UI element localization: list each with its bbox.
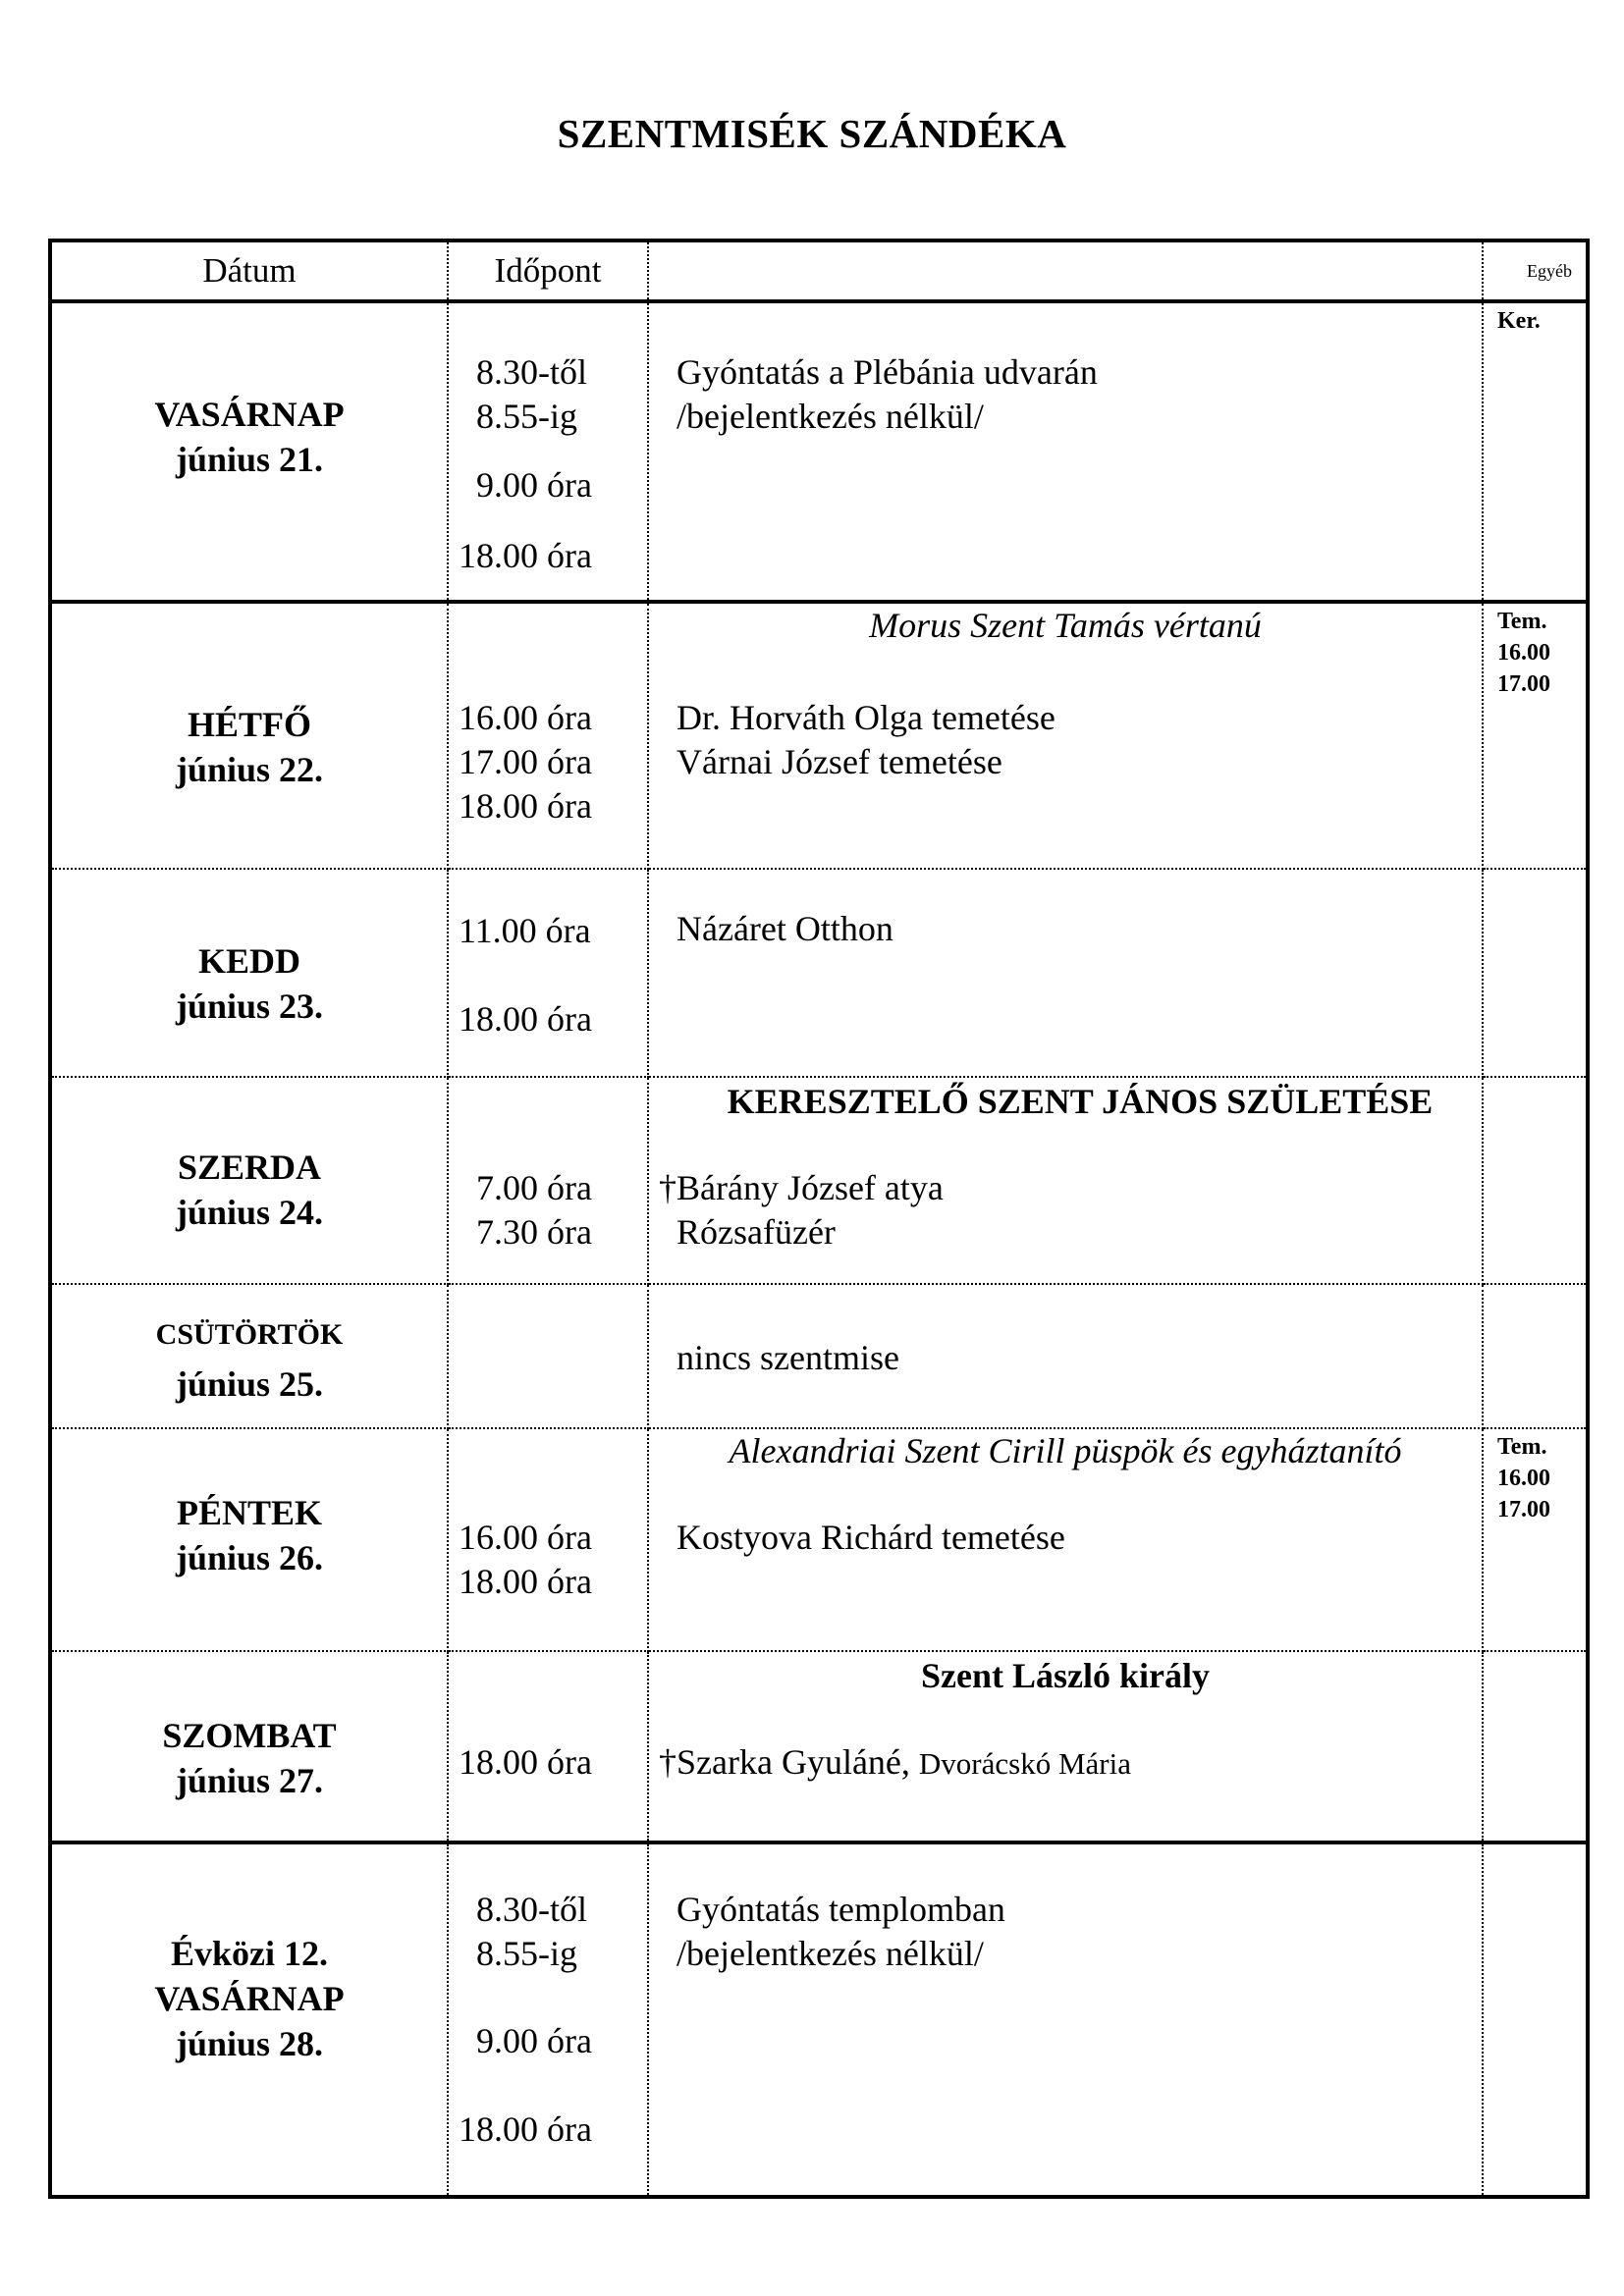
intention-cell — [648, 301, 1483, 602]
time: 9.00 óra — [476, 2021, 592, 2060]
egyeb-cell — [1483, 1284, 1588, 1428]
table-row — [50, 1842, 1588, 2197]
table-row — [50, 1077, 1588, 1284]
intention-line — [659, 1740, 1131, 1786]
table-row — [50, 1284, 1588, 1428]
day-name: VASÁRNAP — [154, 395, 345, 434]
header-egyeb: Egyéb — [1483, 240, 1588, 301]
day-name: PÉNTEK — [176, 1493, 323, 1532]
header-intention — [648, 240, 1483, 301]
date-cell — [50, 1428, 448, 1651]
time: 9.00 óra — [476, 465, 592, 505]
egyeb-cell — [1483, 1651, 1588, 1842]
intention-line: †Bárány József atya — [659, 1168, 944, 1207]
time: 16.00 óra — [459, 698, 592, 737]
time: 18.00 óra — [459, 1742, 592, 1782]
intention-cell — [648, 1651, 1483, 1842]
day-name: SZOMBAT — [162, 1716, 337, 1755]
day-date: június 21. — [175, 440, 324, 479]
intention-line: Gyóntatás templomban — [677, 1890, 1005, 1929]
time: 8.55-ig — [476, 397, 577, 436]
intention-name: †Szarka Gyuláné, — [659, 1742, 910, 1782]
time-cell — [448, 869, 648, 1077]
egyeb-note: Tem. — [1497, 1434, 1547, 1460]
time: 16.00 óra — [459, 1518, 592, 1557]
intention-cell — [648, 1077, 1483, 1284]
egyeb-note: 16.00 — [1497, 1466, 1550, 1491]
table-header-row — [50, 240, 1588, 301]
day-name: CSÜTÖRTÖK — [155, 1318, 344, 1351]
time: 17.00 óra — [459, 742, 592, 781]
page-title: SZENTMISÉK SZÁNDÉKA — [557, 111, 1067, 156]
table-row — [50, 1428, 1588, 1651]
day-date: június 28. — [175, 2024, 324, 2063]
feast-name: Morus Szent Tamás vértanú — [869, 606, 1262, 645]
time: 7.30 óra — [476, 1212, 592, 1252]
egyeb-note: 16.00 — [1497, 640, 1550, 666]
time: 7.00 óra — [476, 1168, 592, 1207]
egyeb-cell — [1483, 1428, 1588, 1651]
egyeb-note: 17.00 — [1497, 671, 1550, 697]
day-date: június 27. — [175, 1761, 324, 1800]
date-cell — [50, 602, 448, 869]
intention-line: Várnai József temetése — [677, 742, 1002, 781]
intention-line: Dr. Horváth Olga temetése — [677, 698, 1056, 737]
day-date: június 24. — [175, 1193, 324, 1232]
table-row — [50, 602, 1588, 869]
feast-name: Szent László király — [921, 1656, 1210, 1695]
header-idopont: Időpont — [448, 240, 648, 301]
date-cell — [50, 869, 448, 1077]
intention-line: nincs szentmise — [677, 1338, 899, 1377]
date-cell — [50, 301, 448, 602]
time: 18.00 óra — [459, 536, 592, 575]
feast-name: Alexandriai Szent Cirill püspök és egyháztanító — [729, 1431, 1402, 1470]
intention-cell — [648, 1428, 1483, 1651]
intention-line: Kostyova Richárd temetése — [677, 1518, 1065, 1557]
time: 18.00 óra — [459, 1562, 592, 1601]
intention-cell — [648, 869, 1483, 1077]
egyeb-cell — [1483, 869, 1588, 1077]
egyeb-cell — [1483, 602, 1588, 869]
date-cell — [50, 1842, 448, 2197]
egyeb-cell — [1483, 301, 1588, 602]
table-row — [50, 869, 1588, 1077]
day-date: június 26. — [175, 1538, 324, 1577]
intention-line: Názáret Otthon — [677, 909, 893, 948]
date-cell — [50, 1077, 448, 1284]
time-cell — [448, 1428, 648, 1651]
time-cell — [448, 1842, 648, 2197]
day-name: KEDD — [197, 941, 300, 981]
header-datum: Dátum — [50, 240, 448, 301]
egyeb-note: Tem. — [1497, 609, 1547, 634]
date-cell — [50, 1651, 448, 1842]
time-cell — [448, 1077, 648, 1284]
egyeb-note: 17.00 — [1497, 1497, 1550, 1522]
day-date: június 23. — [175, 987, 324, 1026]
time-cell — [448, 301, 648, 602]
mass-schedule-table — [48, 239, 1590, 2199]
egyeb-cell — [1483, 1842, 1588, 2197]
time: 8.55-ig — [476, 1934, 577, 1973]
table-row — [50, 301, 1588, 602]
intention-line: /bejelentkezés nélkül/ — [677, 1934, 984, 1973]
feast-name: KERESZTELŐ SZENT JÁNOS SZÜLETÉSE — [727, 1082, 1434, 1121]
intention-line: /bejelentkezés nélkül/ — [677, 397, 984, 436]
time-cell — [448, 602, 648, 869]
time-cell — [448, 1651, 648, 1842]
date-cell — [50, 1284, 448, 1428]
time: 18.00 óra — [459, 786, 592, 826]
intention-cell — [648, 602, 1483, 869]
intention-name: Dvorácskó Mária — [918, 1746, 1131, 1781]
intention-line: Rózsafüzér — [677, 1212, 836, 1252]
time: 18.00 óra — [459, 2109, 592, 2149]
day-name: SZERDA — [177, 1148, 322, 1187]
time: 11.00 óra — [459, 911, 591, 950]
day-date: június 22. — [175, 750, 324, 789]
day-name: HÉTFŐ — [187, 705, 312, 744]
time-cell — [448, 1284, 648, 1428]
egyeb-note: Ker. — [1497, 308, 1541, 334]
time: 8.30-től — [476, 352, 587, 392]
time: 18.00 óra — [459, 999, 592, 1039]
table-row — [50, 1651, 1588, 1842]
intention-line: Gyóntatás a Plébánia udvarán — [677, 352, 1098, 392]
day-name: VASÁRNAP — [154, 1979, 345, 2018]
day-prefix: Évközi 12. — [170, 1934, 328, 1973]
day-date: június 25. — [175, 1364, 324, 1404]
time: 8.30-től — [476, 1890, 587, 1929]
egyeb-cell — [1483, 1077, 1588, 1284]
intention-cell — [648, 1284, 1483, 1428]
intention-cell — [648, 1842, 1483, 2197]
